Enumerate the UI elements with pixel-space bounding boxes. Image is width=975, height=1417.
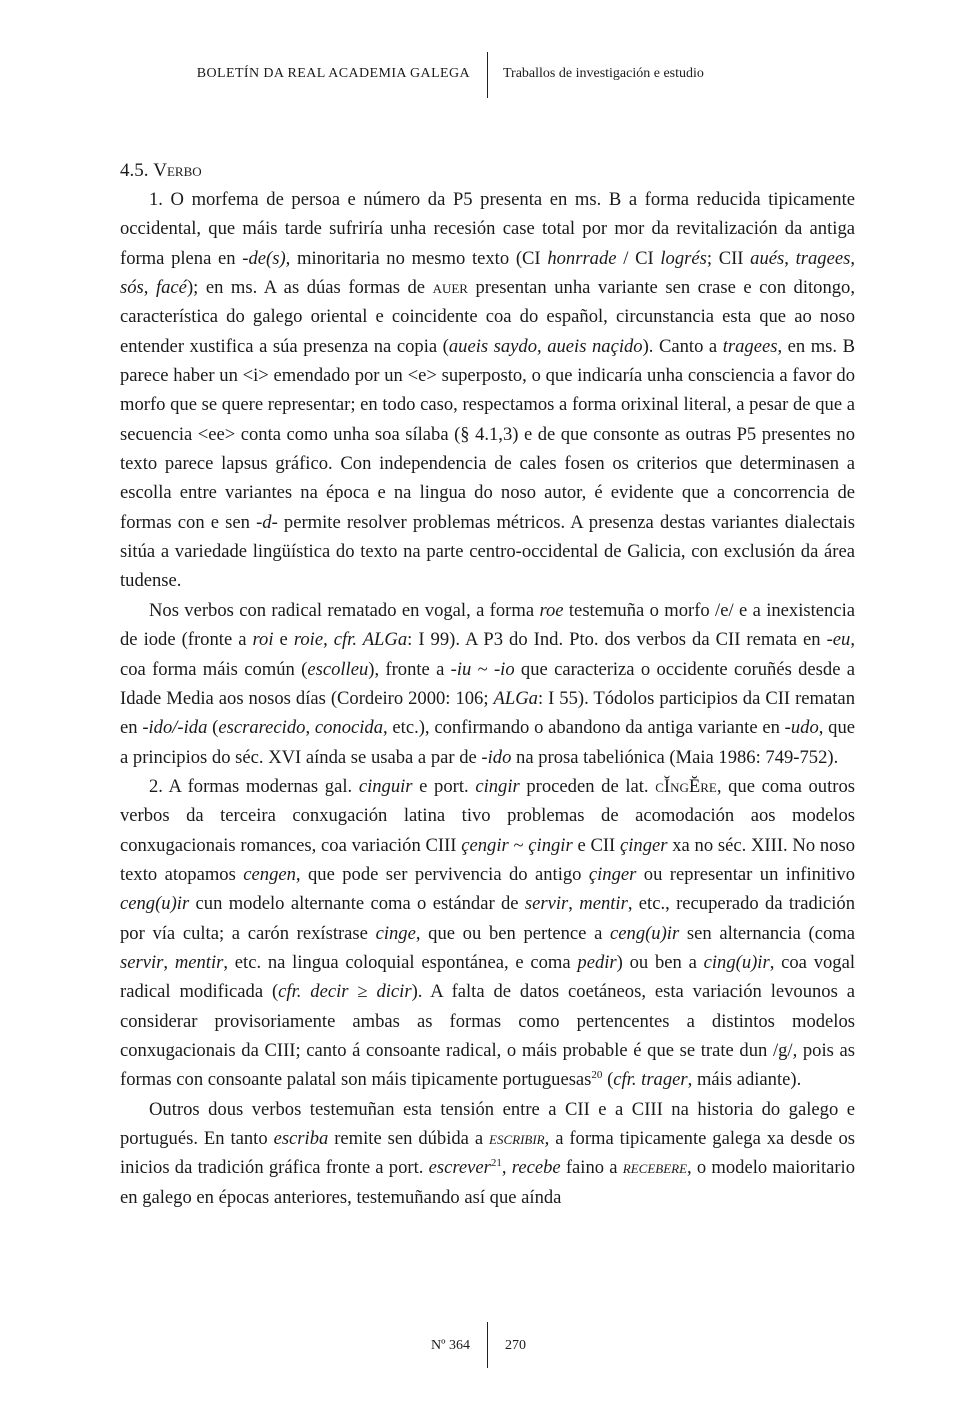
text-run: , <box>163 951 175 973</box>
footnote-ref: 21 <box>490 1157 502 1170</box>
text-run: e port. <box>412 775 476 797</box>
text-run: , <box>784 247 796 269</box>
header-divider <box>487 52 488 98</box>
text-run: presentan unha variante sen crase e con ditongo, característica do galego oriental e coincidente coa do español, circunstancia esta que ao noso entender xustifica a súa presenza na copia ( <box>120 277 855 357</box>
text-run: , <box>305 717 315 739</box>
text-run: remite sen dúbida a <box>328 1128 490 1149</box>
italic-term: mentir <box>579 893 628 915</box>
text-run: , <box>850 247 856 269</box>
italic-term: pedir <box>577 951 617 973</box>
italic-term: -udo <box>784 717 819 739</box>
italic-term: escolleu <box>307 658 369 680</box>
italic-term: cfr. trager <box>613 1069 688 1091</box>
text-run: ); en ms. A as dúas formas de <box>186 277 433 299</box>
italic-term: -d- <box>256 511 278 533</box>
italic-term: roe <box>539 599 564 621</box>
text-run: ~ <box>471 658 494 680</box>
text-run: , minoritaria no mesmo texto (CI <box>285 247 548 269</box>
article-body <box>120 156 855 1212</box>
text-run: 2. A formas modernas gal. <box>149 775 359 797</box>
italic-term: çingir <box>528 834 573 856</box>
text-run: Nos verbos con radical rematado en vogal, a forma <box>149 599 540 621</box>
text-run: / CI <box>616 247 661 269</box>
italic-term: sós <box>120 277 144 299</box>
text-run: , <box>143 277 156 299</box>
italic-term: aueis naçido <box>547 335 643 357</box>
text-run: proceden de lat. <box>519 775 656 797</box>
text-run: sen alternancia (coma <box>679 922 855 944</box>
italic-term: -ido <box>481 746 512 768</box>
italic-term: roie <box>293 629 324 651</box>
section-heading <box>120 156 855 185</box>
paragraph-2 <box>120 596 855 772</box>
text-run: que caracteriza o occidente coruñés desde a Idade Media aos nosos días (Cordeiro 2000: 106; <box>120 658 855 709</box>
text-run: na prosa tabeliónica (Maia 1986: 749-752). <box>511 746 839 768</box>
text-run: Outros dous verbos testemuñan esta tensión entre a CII e a CIII na historia do galego e portugués. En tanto <box>120 1098 855 1149</box>
text-run: , <box>568 893 580 915</box>
running-header <box>0 52 975 102</box>
text-run: , a forma tipicamente galega xa desde os inicios da tradición gráfica fronte a port. <box>120 1128 855 1179</box>
italic-term: ALGa <box>493 687 538 709</box>
text-run: permite resolver problemas métricos. A presenza destas variantes dialectais sitúa a variedade lingüística do texto na parte centro-occidental de Galicia, con exclusión da área tudense. <box>120 511 855 592</box>
text-run: , <box>537 335 548 357</box>
text-run: e <box>273 629 294 651</box>
text-run: : I 55). Tódolos participios da CII rematan en <box>120 687 855 739</box>
italic-term: servir <box>524 893 569 915</box>
text-run: ; CII <box>706 247 751 269</box>
text-run: , coa forma máis común ( <box>120 629 855 680</box>
text-run: , que ou ben pertence a <box>415 922 611 944</box>
italic-term: tragees <box>795 247 851 269</box>
italic-term: cfr. decir <box>278 981 349 1003</box>
text-run: ou representar un infinitivo <box>636 863 855 885</box>
text-run: ( <box>602 1069 614 1091</box>
italic-term: -io <box>493 658 515 680</box>
italic-term: cing(u)ir <box>703 951 770 973</box>
italic-term: cinge <box>375 922 416 944</box>
text-run: , etc. na lingua coloquial espontánea, e coma <box>223 951 578 973</box>
page-footer <box>0 1322 975 1372</box>
italic-term: escriba <box>273 1128 329 1149</box>
smallcaps-term: cĬngĔre <box>655 775 717 797</box>
smallcaps-term: auer <box>432 277 468 299</box>
text-run: faino a <box>560 1157 623 1179</box>
section-number: 4.5. <box>120 160 149 181</box>
italic-term: çinger <box>619 834 668 856</box>
text-run: , máis adiante). <box>687 1069 802 1091</box>
italic-term: aués <box>750 247 785 269</box>
italic-term: tragees <box>722 335 778 357</box>
italic-term: facé <box>155 277 187 299</box>
italic-term: ceng(u)ir <box>120 893 190 915</box>
paragraph-1 <box>120 185 855 596</box>
text-run: , <box>323 629 334 651</box>
text-run: , <box>501 1157 512 1179</box>
page-number: 270 <box>505 1338 526 1353</box>
italic-term: çinger <box>588 863 637 885</box>
italic-term: -de(s) <box>242 247 286 269</box>
text-run: ~ <box>508 834 529 856</box>
text-run: , que a principios do séc. XVI aínda se usaba a par de <box>120 717 856 768</box>
text-run: ( <box>207 717 219 739</box>
italic-term: -eu <box>826 629 851 651</box>
italic-term: escrever <box>428 1157 491 1179</box>
italic-term: logrés <box>660 247 707 269</box>
smallcaps-term: recebere <box>622 1157 688 1179</box>
text-run: , en ms. B parece haber un <i> emendado por un <e> superposto, o que indicaría unha consciencia a favor do morfo que se quere representar; en todo caso, respectamos a forma orixinal literal, a pesar de que a secuencia <ee> conta como unha soa sílaba (§ 4.1,3) e de que consonte as outras P5 presentes no texto parece lapsus gráfico. Con independencia de cales fosen os criterios que determinasen a escolla entre variantes na época e na lingua do noso autor, é evidente que a concorrencia de formas con e sen <box>120 335 855 533</box>
text-run: cun modelo alternante coma o estándar de <box>189 893 525 915</box>
italic-term: -ido/-ida <box>142 717 208 739</box>
italic-term: cfr. ALGa <box>333 629 408 651</box>
journal-title: BOLETÍN DA REAL ACADEMIA GALEGA <box>196 66 470 81</box>
italic-term: roi <box>252 629 274 651</box>
text-run: , coa vogal radical modificada ( <box>120 951 856 1003</box>
issue-number: Nº 364 <box>431 1338 470 1353</box>
smallcaps-term: escribir <box>489 1128 545 1149</box>
text-run: ). A falta de datos coetáneos, esta variación levounos a considerar provisoriamente ambas as formas como pertencentes a distintos modelos conxugacionais da CIII; canto á consoante radical, o máis probable é que se trate dun /g/, pois as formas con consoante palatal son máis tipicamente portuguesas <box>120 981 855 1091</box>
text-run: , o modelo maioritario en galego en épocas anteriores, testemuñando así que aínda <box>120 1157 856 1208</box>
italic-term: cengen <box>243 863 296 885</box>
italic-term: dicir <box>376 981 412 1003</box>
text-run: ≥ <box>348 981 377 1003</box>
text-run: xa no séc. XIII. No noso texto atopamos <box>120 834 855 885</box>
section-heading-title: Verbo <box>153 160 202 181</box>
text-run: ), fronte a <box>368 658 451 680</box>
italic-term: çengir <box>461 834 509 856</box>
italic-term: cinguir <box>358 775 413 797</box>
text-run: ) ou ben a <box>616 951 704 973</box>
text-run: , que coma outros verbos da terceira conxugación latina tivo problemas de acomodación aos modelos conxugacionais romances, coa variación CIII <box>120 775 855 856</box>
italic-term: cingir <box>475 775 520 797</box>
text-run: ). Canto a <box>642 335 723 357</box>
italic-term: ceng(u)ir <box>610 922 680 944</box>
text-run: , etc.), confirmando o abandono da antiga variante en <box>383 717 785 739</box>
text-run: e CII <box>572 834 620 856</box>
italic-term: aueis saydo <box>448 335 538 357</box>
text-run: 1. O morfema de persoa e número da P5 presenta en ms. B a forma reducida tipicamente occidental, que máis tarde sufriría unha recesión case total por mor da revitalización da antiga forma plena en <box>120 189 855 269</box>
italic-term: conocida <box>314 717 384 739</box>
italic-term: servir <box>120 951 164 973</box>
italic-term: mentir <box>174 951 224 973</box>
italic-term: honrrade <box>547 247 617 269</box>
italic-term: -iu <box>450 658 472 680</box>
footer-divider <box>487 1322 488 1368</box>
italic-term: escrarecido <box>218 717 306 739</box>
footnote-ref: 20 <box>591 1069 603 1082</box>
text-run: , etc., recuperado da tradición por vía culta; a carón rexístrase <box>120 893 856 944</box>
text-run: , que pode ser pervivencia do antigo <box>295 863 589 885</box>
section-title: Traballos de investigación e estudio <box>503 66 704 81</box>
paragraph-3 <box>120 772 855 1095</box>
text-run: testemuña o morfo /e/ e a inexistencia de iode (fronte a <box>120 599 855 651</box>
italic-term: recebe <box>511 1157 561 1179</box>
paragraph-4 <box>120 1095 855 1212</box>
text-run: : I 99). A P3 do Ind. Pto. dos verbos da CII remata en <box>407 629 827 651</box>
